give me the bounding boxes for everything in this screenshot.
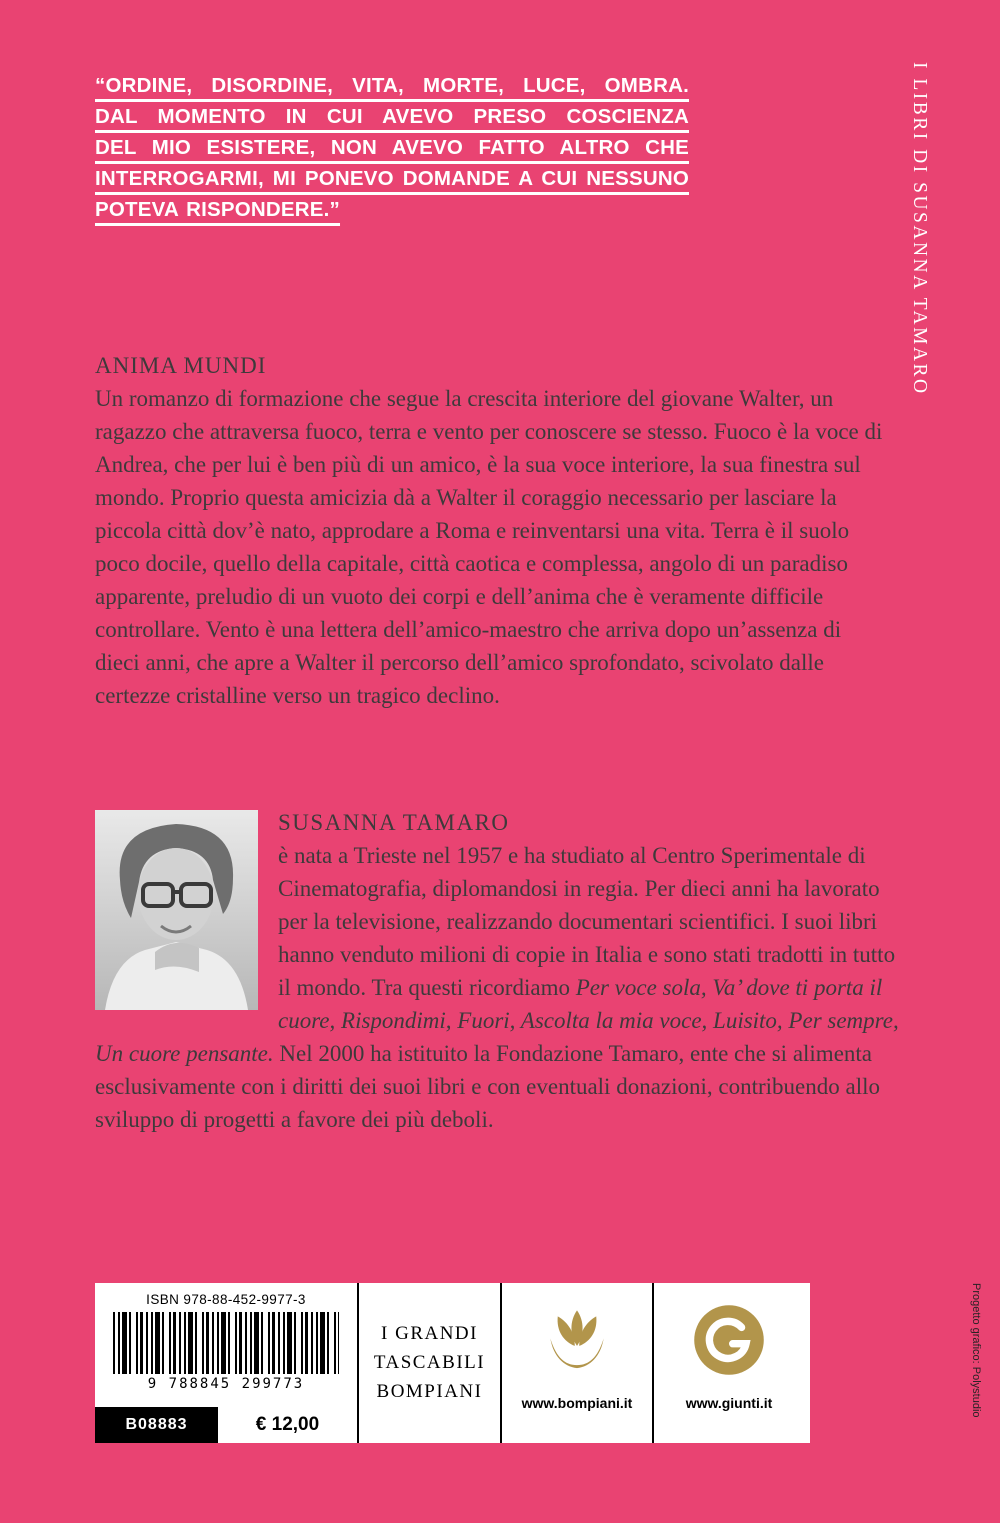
book-title: ANIMA MUNDI — [95, 353, 267, 378]
bio-intro: è nata a Trieste nel 1957 e ha studiato al Centro Sperimentale di Cinematografia, diplomandosi in regia. Per dieci anni ha lavorato per la televisione, realizzando documentari scientifici. I suoi libri hanno venduto milioni di copie in Italia e sono stati tradotti in tutto il mondo. Tra questi ricordiamo — [278, 843, 896, 1000]
quote-line: “ORDINE, DISORDINE, VITA, MORTE, LUCE, OMBRA. — [95, 74, 689, 97]
ean-barcode — [113, 1312, 339, 1374]
giunti-panel — [652, 1283, 804, 1443]
author-photo — [95, 810, 258, 1010]
spine-series-prefix: I LIBRI DI — [909, 62, 930, 183]
quote-line: POTEVA RISPONDERE.” — [95, 198, 341, 221]
bio-book-titles: Per voce sola, Va’ dove ti porta il cuore, Rispondimi, Fuori, Ascolta la mia voce, Luisito, Per sempre, Un cuore pensante. — [95, 975, 899, 1066]
imprint-line: BOMPIANI — [376, 1381, 483, 1402]
bompiani-panel — [500, 1283, 652, 1443]
price-row — [95, 1407, 357, 1443]
isbn-label: ISBN 978-88-452-9977-3 — [146, 1292, 306, 1307]
design-credit: Progetto grafico: Polystudio — [970, 1283, 982, 1418]
bio-rest: Nel 2000 ha istituito la Fondazione Tamaro, ente che si alimenta esclusivamente con i diritti dei suoi libri e con eventuali donazioni, contribuendo allo sviluppo di progetti a favore dei più deboli. — [95, 1041, 880, 1132]
author-bio-block — [95, 806, 910, 1136]
bompiani-flower-icon — [540, 1303, 614, 1377]
edition-code: B08883 — [95, 1407, 218, 1443]
quote-line: DEL MIO ESISTERE, NON AVEVO FATTO ALTRO CHE — [95, 136, 689, 159]
author-name: SUSANNA TAMARO — [278, 810, 510, 835]
barcode-digits: 9 788845 299773 — [147, 1376, 305, 1392]
price-label: € 12,00 — [255, 1414, 320, 1435]
spine-series-text — [908, 62, 930, 396]
back-cover-quote — [95, 70, 689, 225]
imprint-line: I GRANDI — [381, 1323, 478, 1344]
barcode-panel — [95, 1283, 357, 1443]
giunti-url: www.giunti.it — [685, 1395, 773, 1411]
synopsis-block — [95, 349, 885, 712]
quote-line: DAL MOMENTO IN CUI AVEVO PRESO COSCIENZA — [95, 105, 689, 128]
giunti-logo-icon — [692, 1303, 766, 1377]
imprint-panel — [357, 1283, 500, 1443]
synopsis-text: Un romanzo di formazione che segue la crescita interiore del giovane Walter, un ragazzo che attraversa fuoco, terra e vento per conoscere se stesso. Fuoco è la voce di Andrea, che per lui è ben più di un amico, è la sua voce interiore, la sua finestra sul mondo. Proprio questa amicizia dà a Walter il coraggio necessario per lasciare la piccola città dov’è nato, approdare a Roma e reinventarsi una vita. Terra è il suolo poco docile, quello della capitale, città caotica e complessa, angolo di un paradiso apparente, preludio di un vuoto dei corpi e dell’anima che è veramente difficile controllare. Vento è una lettera dell’amico-maestro che arriva dopo un’assenza di dieci anni, che apre a Walter il percorso dell’amico sprofondato, scivolato dalle certezze cristalline verso un tragico declino. — [95, 386, 883, 708]
footer-strip — [95, 1283, 810, 1443]
quote-line: INTERROGARMI, MI PONEVO DOMANDE A CUI NESSUNO — [95, 167, 689, 190]
spine-author-name: SUSANNA TAMARO — [909, 182, 930, 396]
imprint-line: TASCABILI — [373, 1352, 486, 1373]
bompiani-url: www.bompiani.it — [521, 1395, 633, 1411]
